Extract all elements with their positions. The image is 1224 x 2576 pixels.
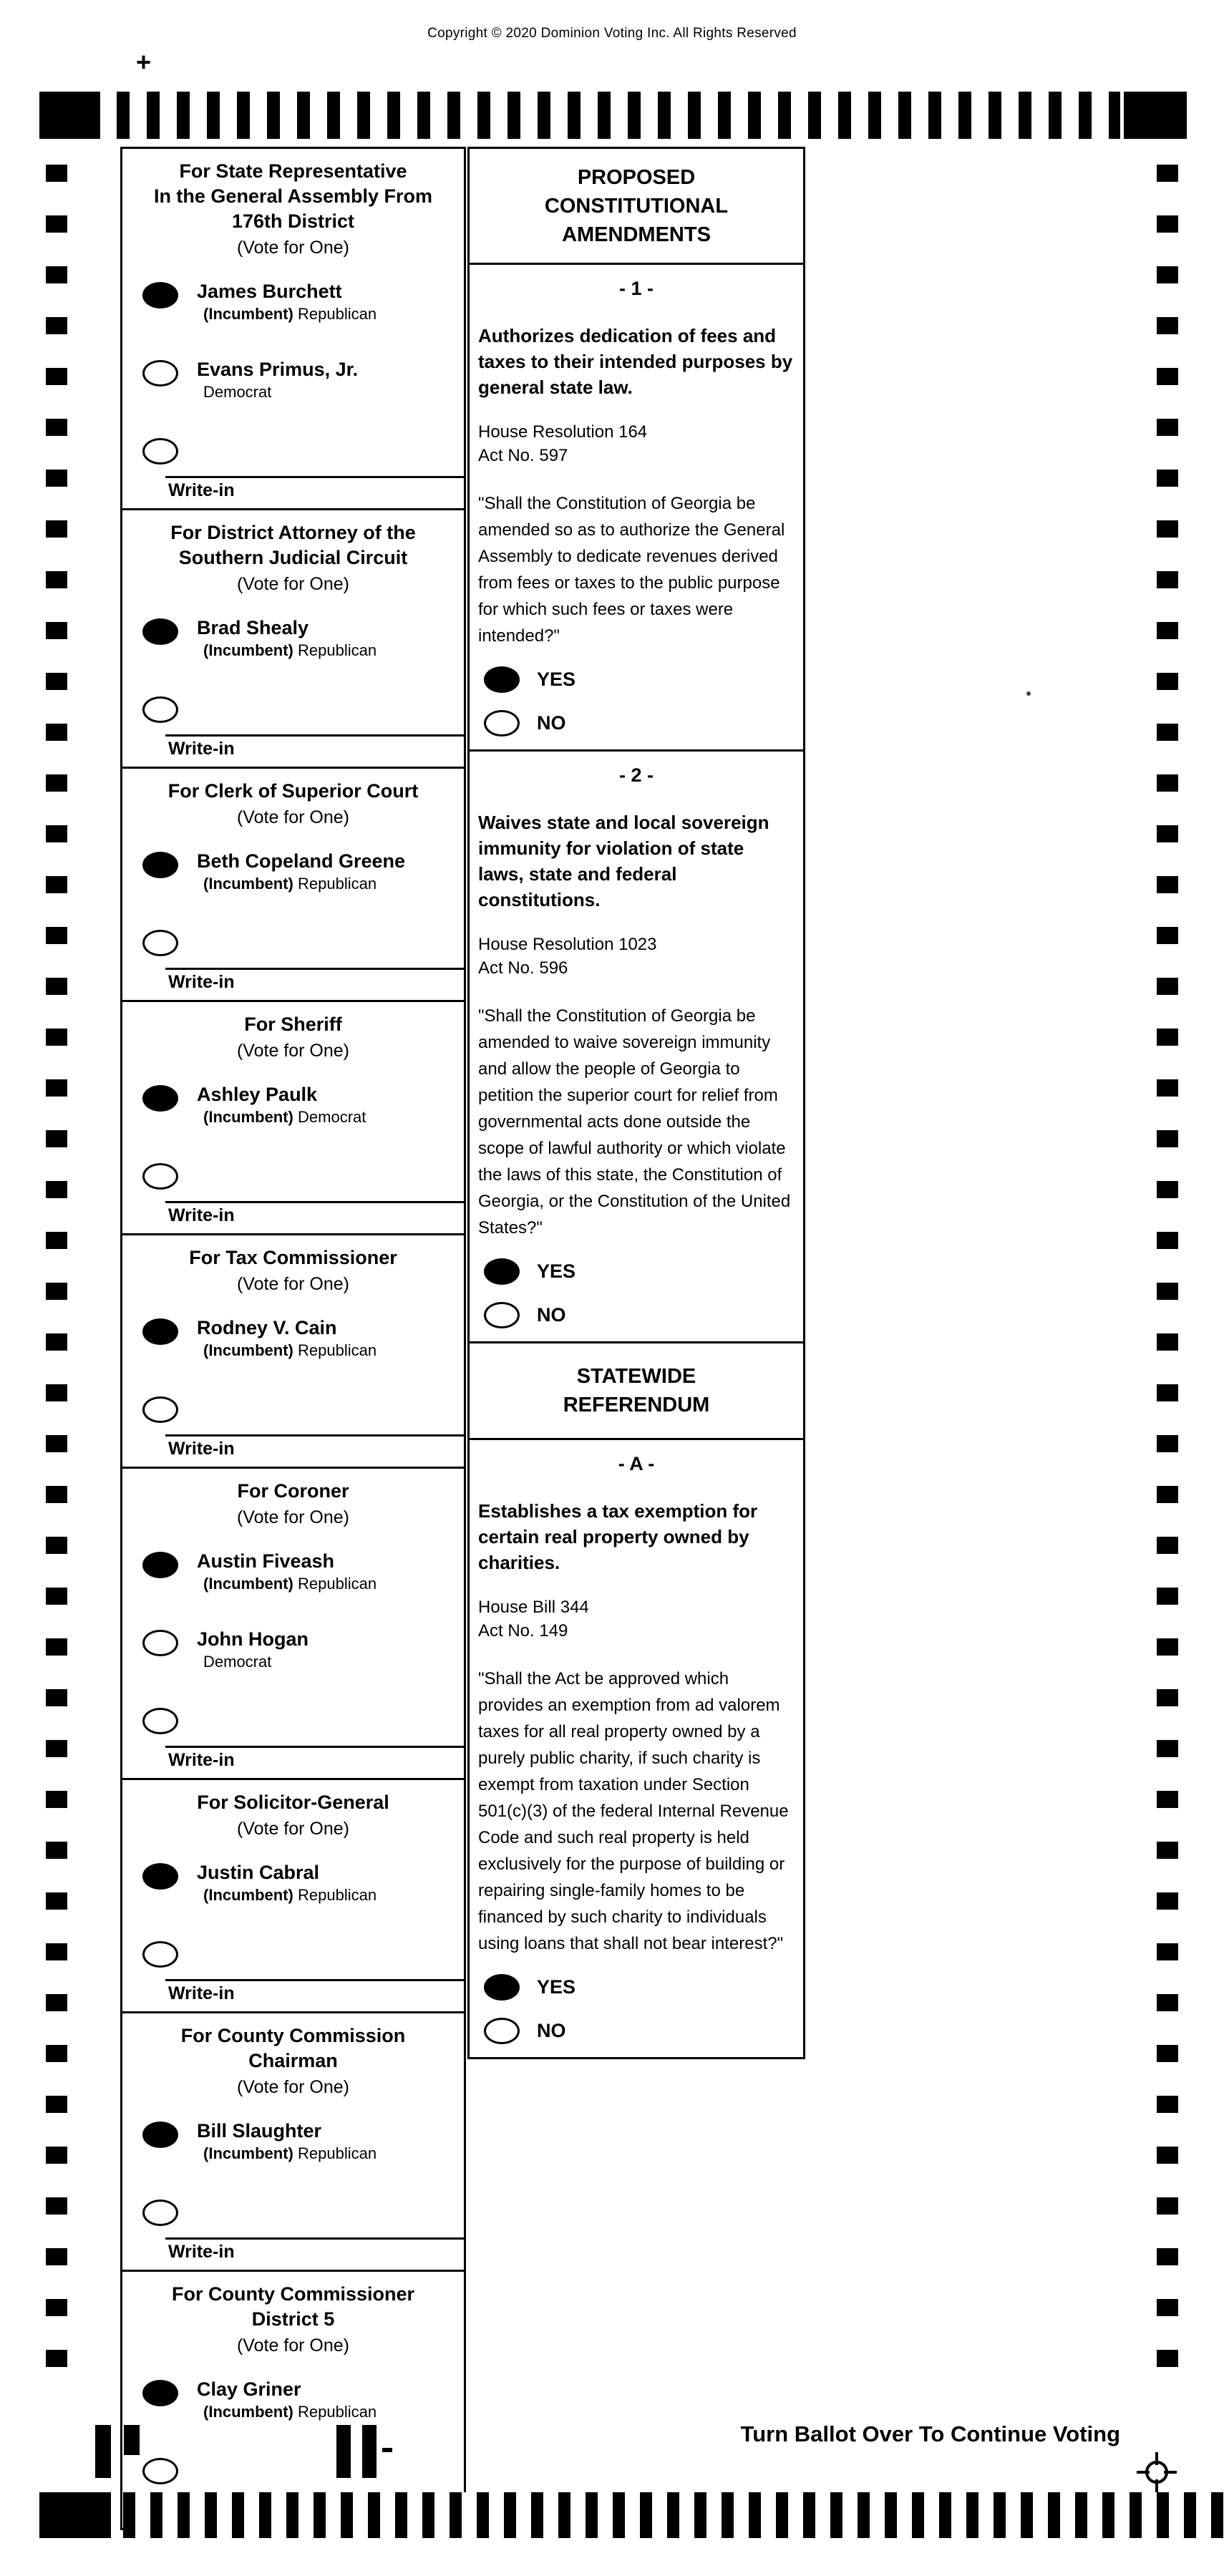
vote-for-instruction: (Vote for One) xyxy=(236,2336,350,2356)
candidate-name: Brad Shealy xyxy=(197,617,309,638)
write-in-line xyxy=(165,1979,464,1981)
oval-empty xyxy=(484,2018,520,2044)
contest-title-line: For District Attorney of the xyxy=(170,522,416,543)
ballot-code-square xyxy=(124,2425,140,2455)
candidate-row xyxy=(122,850,464,895)
ballot-code-bar xyxy=(362,2425,377,2478)
option-row xyxy=(478,2018,795,2044)
measure-authority xyxy=(478,1595,795,1643)
write-in-line xyxy=(165,1201,464,1203)
contest-5 xyxy=(122,1235,464,1469)
incumbent-flag: (Incumbent) xyxy=(203,1886,293,1904)
measure-number: - A - xyxy=(618,1453,655,1474)
contest-title-line: Chairman xyxy=(248,2050,338,2071)
measure-question: "Shall the Constitution of Georgia be amended so as to authorize the General Assembly to dedicate revenues derived from fees or taxes to the public purpose for which such fees or taxes were intended?" xyxy=(478,494,785,646)
measure-number: - 1 - xyxy=(618,278,654,299)
timing-marks-right xyxy=(1157,165,1178,2392)
contest-6 xyxy=(122,1469,464,1780)
candidate-party: (Incumbent) Republican xyxy=(203,1341,377,1359)
banner-line: STATEWIDE xyxy=(576,1365,696,1388)
authority-line: Act No. 597 xyxy=(478,446,568,465)
vote-for-instruction: (Vote for One) xyxy=(236,1507,350,1527)
candidate-text xyxy=(197,1550,377,1595)
timing-block-bottom-left xyxy=(39,2492,111,2538)
candidate-name: Justin Cabral xyxy=(197,1862,320,1883)
candidate-row xyxy=(122,1550,464,1595)
candidate-row xyxy=(122,1316,464,1361)
oval-empty xyxy=(142,1396,178,1423)
authority-line: House Bill 344 xyxy=(478,1598,589,1617)
candidate-text xyxy=(197,850,405,895)
contest-title-line: Southern Judicial Circuit xyxy=(178,547,408,568)
option-label: YES xyxy=(537,1976,576,1998)
write-in-row xyxy=(122,1939,464,1968)
measure-authority xyxy=(478,420,795,467)
write-in-label: Write-in xyxy=(168,1983,235,2003)
oval-marked xyxy=(142,1552,178,1578)
oval-empty xyxy=(142,2458,178,2484)
candidate-text xyxy=(197,1628,309,1673)
candidate-row xyxy=(122,1083,464,1128)
contest-4 xyxy=(122,1002,464,1235)
candidate-party: Democrat xyxy=(203,1653,272,1671)
contest-title-line: For County Commissioner xyxy=(171,2283,415,2305)
oval-marked xyxy=(142,618,178,645)
candidate-text xyxy=(197,616,377,661)
candidate-text xyxy=(197,358,358,403)
registration-crosshair-icon xyxy=(1135,2451,1178,2494)
authority-line: Act No. 149 xyxy=(478,1621,568,1641)
contest-title xyxy=(122,779,464,804)
contest-title-line: In the General Assembly From xyxy=(153,185,433,207)
incumbent-flag: (Incumbent) xyxy=(203,305,293,323)
measure-question: "Shall the Constitution of Georgia be amended to waive sovereign immunity and allow the people of Georgia to petition the superior court for relief from governmental acts done outside the scope of lawful authority or which violate the laws of this state, the Constitution of Georgia, or the Constitution of the United States?" xyxy=(478,1006,791,1238)
write-in-row xyxy=(122,436,464,465)
contest-column xyxy=(120,147,466,2530)
write-in-row xyxy=(122,2456,464,2484)
candidate-party: Democrat xyxy=(203,383,272,401)
write-in-row xyxy=(122,1161,464,1190)
turn-ballot-over-text: Turn Ballot Over To Continue Voting xyxy=(740,2421,1120,2446)
contest-title xyxy=(122,159,464,234)
measure-question: "Shall the Act be approved which provides an exemption from ad valorem taxes for all real property owned by a purely public charity, if such charity is exempt from taxation under Section 501(c)(3) of the federal Internal Revenue Code and such real property is held exclusively for the purpose of building or repairing single-family homes to be financed by such charity to individuals using loans that shall not bear interest?" xyxy=(478,1669,789,1953)
contest-3 xyxy=(122,769,464,1002)
option-label: NO xyxy=(537,1304,566,1326)
write-in-label: Write-in xyxy=(168,2242,235,2262)
vote-for-instruction: (Vote for One) xyxy=(236,2077,350,2097)
oval-marked xyxy=(142,2121,178,2148)
contest-title-line: For Coroner xyxy=(237,1480,349,1502)
option-row xyxy=(478,1302,795,1328)
copyright-text: Copyright © 2020 Dominion Voting Inc. All Rights Reserved xyxy=(427,26,797,41)
measure-1 xyxy=(470,265,803,752)
section-banner xyxy=(470,1343,803,1440)
candidate-name: Beth Copeland Greene xyxy=(197,850,406,872)
candidate-party: (Incumbent) Republican xyxy=(203,2144,377,2162)
contest-title-line: For Sheriff xyxy=(244,1014,342,1035)
measure-summary: Authorizes dedication of fees and taxes to their intended purposes by general state law. xyxy=(478,325,793,398)
write-in-line xyxy=(165,968,464,970)
timing-marks-bottom xyxy=(123,2492,1224,2538)
candidate-name: Austin Fiveash xyxy=(197,1550,335,1572)
write-in-line xyxy=(165,1434,464,1437)
candidate-party: (Incumbent) Republican xyxy=(203,1575,377,1593)
contest-title xyxy=(122,2023,464,2074)
oval-empty xyxy=(142,438,178,465)
candidate-text xyxy=(197,2119,377,2164)
vote-for-instruction: (Vote for One) xyxy=(236,1819,350,1839)
measure-number: - 2 - xyxy=(618,764,654,786)
authority-line: House Resolution 164 xyxy=(478,422,648,442)
banner-line: AMENDMENTS xyxy=(562,223,711,246)
oval-marked xyxy=(484,1258,520,1285)
measure-summary: Waives state and local sovereign immunity for violation of state laws, state and federal constitutions. xyxy=(478,812,769,910)
measure-A xyxy=(470,1440,803,2059)
oval-marked xyxy=(142,1318,178,1345)
incumbent-flag: (Incumbent) xyxy=(203,875,293,893)
option-label: NO xyxy=(537,712,566,734)
contest-9 xyxy=(122,2272,464,2530)
oval-empty xyxy=(142,360,178,387)
write-in-row xyxy=(122,1394,464,1423)
candidate-text xyxy=(197,280,377,325)
contest-title-line: For Solicitor-General xyxy=(197,1792,389,1813)
write-in-line xyxy=(165,476,464,478)
vote-for-instruction: (Vote for One) xyxy=(236,807,350,827)
oval-empty xyxy=(142,696,178,723)
section-banner xyxy=(470,149,803,265)
contest-7 xyxy=(122,1780,464,2013)
candidate-name: Clay Griner xyxy=(197,2378,301,2400)
option-row xyxy=(478,1974,795,2001)
incumbent-flag: (Incumbent) xyxy=(203,2144,293,2162)
candidate-row xyxy=(122,2378,464,2423)
oval-empty xyxy=(142,2200,178,2226)
candidate-text xyxy=(197,1861,377,1906)
write-in-row xyxy=(122,1706,464,1734)
candidate-row xyxy=(122,2119,464,2164)
contest-title xyxy=(122,1012,464,1037)
candidate-party: (Incumbent) Republican xyxy=(203,305,377,323)
measure-2 xyxy=(470,752,803,1343)
write-in-row xyxy=(122,2197,464,2226)
ballot-code-bar xyxy=(95,2425,111,2478)
oval-marked xyxy=(142,852,178,878)
authority-line: Act No. 596 xyxy=(478,958,568,978)
banner-line: REFERENDUM xyxy=(563,1394,710,1416)
incumbent-flag: (Incumbent) xyxy=(203,641,293,659)
oval-empty xyxy=(142,1630,178,1656)
write-in-label: Write-in xyxy=(168,1750,235,1770)
incumbent-flag: (Incumbent) xyxy=(203,2403,293,2421)
write-in-row xyxy=(122,928,464,956)
option-label: NO xyxy=(537,2020,566,2041)
measure-options xyxy=(478,649,795,737)
option-row xyxy=(478,1258,795,1285)
vote-for-instruction: (Vote for One) xyxy=(236,238,350,258)
measure-options xyxy=(478,1241,795,1328)
timing-marks-left xyxy=(46,165,67,2392)
plus-mark-icon: + xyxy=(136,47,152,77)
oval-marked xyxy=(484,666,520,693)
candidate-text xyxy=(197,1316,377,1361)
contest-title xyxy=(122,1479,464,1504)
option-row xyxy=(478,666,795,693)
contest-title-line: District 5 xyxy=(251,2308,335,2330)
contest-title xyxy=(122,1790,464,1815)
candidate-text xyxy=(197,1083,366,1128)
candidate-row xyxy=(122,1628,464,1673)
write-in-label: Write-in xyxy=(168,1439,235,1459)
oval-empty xyxy=(484,710,520,737)
oval-marked xyxy=(142,1863,178,1890)
incumbent-flag: (Incumbent) xyxy=(203,1575,293,1593)
candidate-party: (Incumbent) Republican xyxy=(203,875,377,893)
option-row xyxy=(478,710,795,737)
contest-title-line: 176th District xyxy=(231,210,355,232)
oval-empty xyxy=(142,1163,178,1190)
contest-title xyxy=(122,1245,464,1270)
timing-marks-top xyxy=(117,92,1120,139)
incumbent-flag: (Incumbent) xyxy=(203,1108,293,1126)
candidate-party: (Incumbent) Republican xyxy=(203,641,377,659)
oval-marked xyxy=(484,1974,520,2001)
write-in-row xyxy=(122,694,464,723)
write-in-label: Write-in xyxy=(168,739,235,759)
candidate-name: Evans Primus, Jr. xyxy=(197,359,359,380)
candidate-party: (Incumbent) Republican xyxy=(203,2403,377,2421)
candidate-text xyxy=(197,2378,377,2423)
candidate-row xyxy=(122,358,464,403)
write-in-label: Write-in xyxy=(168,1205,235,1225)
measures-column xyxy=(467,147,805,2059)
write-in-line xyxy=(165,1746,464,1748)
write-in-label: Write-in xyxy=(168,480,235,500)
candidate-row xyxy=(122,1861,464,1906)
candidate-name: John Hogan xyxy=(197,1628,309,1650)
candidate-row xyxy=(122,616,464,661)
candidate-row xyxy=(122,280,464,325)
authority-line: House Resolution 1023 xyxy=(478,935,657,954)
contest-title xyxy=(122,520,464,570)
oval-empty xyxy=(484,1302,520,1328)
write-in-label: Write-in xyxy=(168,972,235,992)
oval-empty xyxy=(142,930,178,956)
stray-scan-dot xyxy=(1026,691,1031,696)
measure-options xyxy=(478,1957,795,2044)
contest-2 xyxy=(122,510,464,769)
incumbent-flag: (Incumbent) xyxy=(203,1341,293,1359)
oval-empty xyxy=(142,1708,178,1734)
candidate-name: Ashley Paulk xyxy=(197,1084,318,1105)
measure-summary: Establishes a tax exemption for certain real property owned by charities. xyxy=(478,1500,758,1573)
write-in-line xyxy=(165,734,464,737)
ballot-code-bar xyxy=(336,2425,351,2478)
candidate-party: (Incumbent) Democrat xyxy=(203,1108,366,1126)
candidate-name: Rodney V. Cain xyxy=(197,1317,337,1338)
candidate-party: (Incumbent) Republican xyxy=(203,1886,377,1904)
contest-title-line: For Tax Commissioner xyxy=(189,1247,397,1268)
candidate-name: Bill Slaughter xyxy=(197,2120,322,2142)
timing-block-top-right xyxy=(1124,92,1187,139)
oval-empty xyxy=(142,1941,178,1968)
contest-1 xyxy=(122,149,464,510)
contest-title-line: For State Representative xyxy=(179,160,407,182)
timing-block-top-left xyxy=(39,92,100,139)
option-label: YES xyxy=(537,669,576,690)
oval-marked xyxy=(142,282,178,308)
vote-for-instruction: (Vote for One) xyxy=(236,1041,350,1061)
vote-for-instruction: (Vote for One) xyxy=(236,574,350,594)
option-label: YES xyxy=(537,1260,576,1282)
contest-title xyxy=(122,2282,464,2332)
candidate-name: James Burchett xyxy=(197,281,342,302)
oval-marked xyxy=(142,1085,178,1112)
write-in-line xyxy=(165,2237,464,2240)
measure-authority xyxy=(478,933,795,980)
contest-title-line: For Clerk of Superior Court xyxy=(167,780,419,802)
vote-for-instruction: (Vote for One) xyxy=(236,1274,350,1294)
ballot-code-dash xyxy=(382,2448,392,2452)
oval-marked xyxy=(142,2380,178,2406)
contest-8 xyxy=(122,2013,464,2272)
banner-line: PROPOSED xyxy=(577,165,696,189)
banner-line: CONSTITUTIONAL xyxy=(544,194,729,218)
contest-title-line: For County Commission xyxy=(180,2025,406,2046)
